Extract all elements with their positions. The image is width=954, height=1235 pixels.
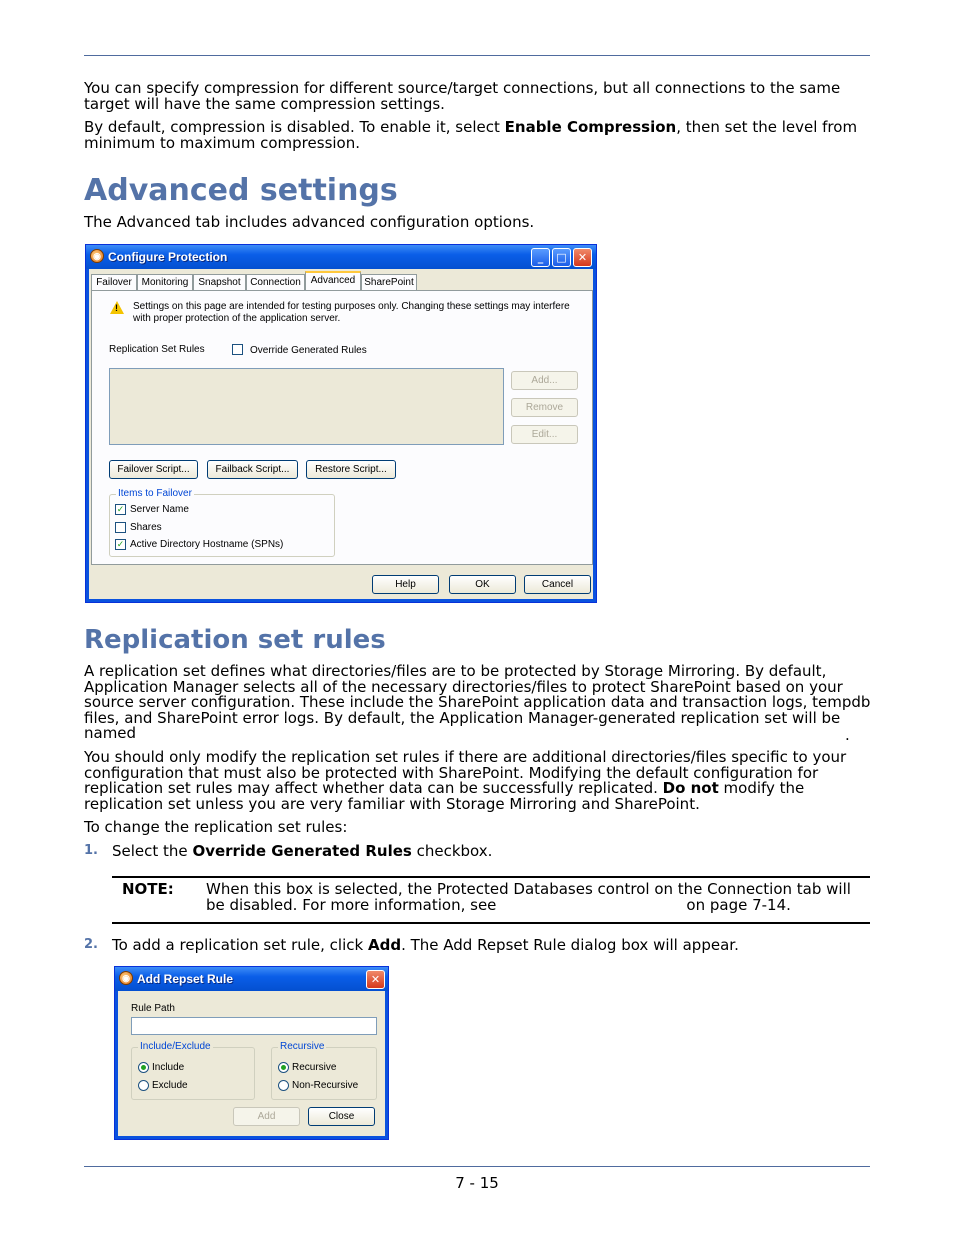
- enable-compression-term: Enable Compression: [504, 118, 677, 136]
- tab-sharepoint[interactable]: SharePoint: [361, 274, 417, 290]
- recursive-label: Recursive: [292, 1062, 337, 1073]
- app-icon: ◉: [90, 249, 104, 263]
- page-number: 7 - 15: [455, 1174, 499, 1192]
- add-rule-button[interactable]: Add...: [511, 371, 578, 390]
- recursive-group: [271, 1041, 377, 1100]
- step-1-number: 1.: [84, 843, 98, 858]
- server-name-checkbox[interactable]: ✓: [116, 504, 125, 514]
- advanced-settings-heading: Advanced settings: [84, 173, 398, 208]
- close-button[interactable]: Close: [308, 1107, 375, 1126]
- intro-paragraph-2: By default, compression is disabled. To enable it, select Enable Compression, then set the level from minimum to maximum compression.: [84, 118, 858, 152]
- server-name-label: Server Name: [130, 504, 189, 515]
- step-2-text: To add a replication set rule, click Add. The Add Repset Rule dialog box will appear.: [112, 936, 739, 954]
- items-to-failover-title: Items to Failover: [118, 488, 192, 499]
- exclude-radio[interactable]: [138, 1080, 149, 1091]
- app-icon: ◉: [119, 971, 133, 985]
- remove-rule-button[interactable]: Remove: [511, 398, 578, 417]
- step-1-text: Select the Override Generated Rules checkbox.: [112, 842, 493, 860]
- header-rule: [84, 55, 870, 56]
- tab-advanced[interactable]: Advanced: [305, 271, 361, 291]
- shares-checkbox[interactable]: [115, 522, 126, 533]
- recursive-title: Recursive: [280, 1041, 325, 1052]
- exclude-label: Exclude: [152, 1080, 188, 1091]
- shares-label: Shares: [130, 522, 162, 533]
- non-recursive-radio[interactable]: [278, 1080, 289, 1091]
- include-exclude-title: Include/Exclude: [140, 1041, 211, 1052]
- tab-failover[interactable]: Failover: [91, 274, 137, 290]
- do-not-term: Do not: [662, 779, 719, 797]
- dialog-client-area: [89, 269, 593, 599]
- ok-button[interactable]: OK: [449, 575, 516, 594]
- failover-script-button[interactable]: Failover Script...: [109, 460, 198, 479]
- failback-script-button[interactable]: Failback Script...: [207, 460, 298, 479]
- note-box: [112, 876, 870, 924]
- rule-path-label: Rule Path: [131, 1003, 175, 1014]
- replication-paragraph-2: You should only modify the replication set rules if there are additional directories/files specific to your configuration that must also be protected with SharePoint. Modifying the default configuration for replication set rules may affect whether data can be successfully replicated. Do not modify the replication set unless you are very familiar with Storage Mirroring and SharePoint.: [84, 748, 847, 813]
- intro-paragraph-1: You can specify compression for different source/target connections, but all connections to the same target will have the same compression settings.: [84, 79, 841, 113]
- active-directory-hostname-checkbox[interactable]: ✓: [116, 539, 125, 549]
- non-recursive-label: Non-Recursive: [292, 1080, 359, 1091]
- replication-set-rules-heading: Replication set rules: [84, 625, 386, 655]
- minimize-icon[interactable]: _: [531, 248, 550, 267]
- include-label: Include: [152, 1062, 185, 1073]
- items-to-failover-group: [109, 488, 335, 557]
- cancel-button[interactable]: Cancel: [524, 575, 591, 594]
- warning-text: Settings on this page are intended for testing purposes only. Changing these settings may interfere with proper protection of the application server.: [133, 301, 570, 324]
- replication-paragraph-1-end: .: [845, 726, 850, 744]
- footer-rule: [84, 1166, 870, 1167]
- tab-strip: [91, 274, 591, 291]
- replication-paragraph-1: A replication set defines what directories/files are to be protected by Storage Mirroring. By default, Application Manager selects all of the necessary directories/files to protect SharePoint based on your source server configuration. These include the SharePoint application data and transaction logs, tempdb files, and SharePoint error logs. By default, the Application Manager-generated replication set will be named: [84, 662, 871, 742]
- close-icon[interactable]: ✕: [366, 970, 385, 989]
- dialog2-client-area: [118, 991, 385, 1136]
- add-repset-rule-dialog: [114, 966, 389, 1140]
- dialog-title-bar: [86, 245, 596, 269]
- configure-protection-dialog: [85, 244, 597, 603]
- override-generated-rules-label: Override Generated Rules: [250, 345, 367, 356]
- override-generated-rules-checkbox[interactable]: [232, 344, 243, 355]
- warning-icon: !: [110, 301, 124, 314]
- replication-rules-list[interactable]: [109, 368, 504, 445]
- edit-rule-button[interactable]: Edit...: [511, 425, 578, 444]
- maximize-icon[interactable]: □: [552, 248, 571, 267]
- close-icon[interactable]: ✕: [573, 248, 592, 267]
- advanced-tab-panel: [91, 290, 593, 565]
- include-exclude-group: [131, 1041, 255, 1100]
- note-label: NOTE:: [122, 880, 174, 898]
- recursive-radio[interactable]: [278, 1062, 289, 1073]
- dialog2-title: Add Repset Rule: [137, 972, 234, 986]
- replication-set-rules-label: Replication Set Rules: [109, 344, 205, 355]
- tab-monitoring[interactable]: Monitoring: [137, 274, 193, 290]
- advanced-intro-text: The Advanced tab includes advanced configuration options.: [84, 213, 535, 231]
- help-button[interactable]: Help: [372, 575, 439, 594]
- note-text: When this box is selected, the Protected Databases control on the Connection tab will be disabled. For more information, see on page 7-14.: [206, 880, 851, 914]
- include-radio[interactable]: [138, 1062, 149, 1073]
- tab-snapshot[interactable]: Snapshot: [193, 274, 246, 290]
- replication-paragraph-3: To change the replication set rules:: [84, 818, 348, 836]
- step-2-number: 2.: [84, 937, 98, 952]
- restore-script-button[interactable]: Restore Script...: [306, 460, 396, 479]
- tab-connection[interactable]: Connection: [246, 274, 305, 290]
- dialog2-title-bar: [115, 967, 388, 991]
- dialog-title: Configure Protection: [108, 250, 228, 264]
- active-directory-hostname-label: Active Directory Hostname (SPNs): [130, 539, 284, 550]
- add-button[interactable]: Add: [233, 1107, 300, 1126]
- rule-path-input[interactable]: [131, 1017, 377, 1035]
